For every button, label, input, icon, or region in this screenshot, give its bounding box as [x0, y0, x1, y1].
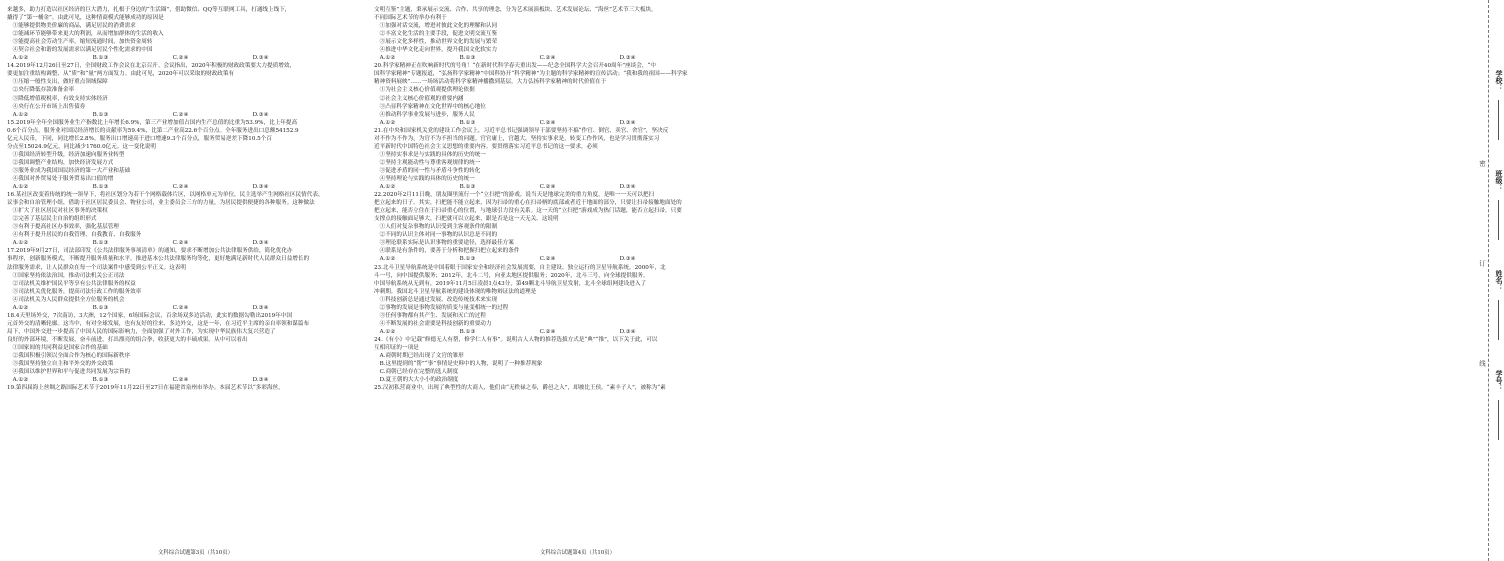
text-line — [7, 46, 363, 54]
text-line — [7, 95, 363, 103]
answer-option: A.①② — [12, 304, 29, 311]
page-footer-left: 文科综合试题第3页（共10页） — [158, 550, 233, 556]
exam-no-label: 学号： — [1495, 370, 1503, 391]
text-line — [374, 247, 726, 255]
text-line — [374, 344, 726, 352]
line-text: 22.2020年2月11日晚，朋友圈里流行一个“立扫把”的游戏。说当天是地球完美的重力角度，是唯一一天可以把扫 — [374, 192, 655, 199]
text-line — [7, 288, 363, 296]
line-text: ③有利于提高社区办事效率，强化基层管理 — [12, 224, 119, 231]
line-text: ④我国以维护世界和平与促进共同发展为宗旨的 — [12, 369, 131, 376]
text-line — [7, 207, 363, 215]
line-text: 来越多，助力打造以社区经济的巨大潜力，扎根于身边的“生活圈”，借助微信、QQ等互联网工具，打通线上线下， — [7, 7, 291, 13]
line-text: 法律服务需求，让人民群众在每一个司法案件中感受到公平正义。这表明 — [7, 264, 187, 271]
text-line — [374, 30, 726, 38]
text-line — [374, 103, 726, 111]
text-line — [374, 143, 726, 151]
text-line — [7, 360, 363, 368]
answer-option: A.①② — [379, 328, 396, 335]
text-line — [7, 328, 363, 336]
text-line — [7, 272, 363, 280]
text-line — [7, 368, 363, 376]
text-line — [7, 215, 363, 223]
text-line — [374, 304, 726, 312]
text-line — [7, 223, 363, 231]
text-line — [7, 280, 363, 288]
text-line — [374, 22, 726, 30]
text-line — [7, 30, 363, 38]
line-text: 0.6个百分点。服务业对国民经济增长的贡献率为59.4%，比第二产业高22.6个百分点。全年服务进出口总额54152.9 — [7, 127, 299, 134]
text-line — [374, 207, 726, 215]
answer-option: C.②④ — [539, 119, 556, 126]
text-line — [374, 376, 726, 384]
line-text: B.这里提到的“帮”“事”事情是史料中的人物，说明了一种推荐现象 — [379, 361, 543, 368]
line-text: 元首外交的清晰轮廓。这当中，有对全球发展，也有友好的往来，多边外交，这是一年，在习近平主席的亲自率领和谋篇布 — [7, 320, 310, 327]
line-text: 15.2019年全年全国服务业生产指数比上年增长6.9%，第三产业增加值占国内生产总值的比重为53.9%，比上年提高 — [7, 119, 298, 126]
line-text: ④有利于提升居民的自我管理、自我教育、自我服务 — [12, 232, 142, 239]
line-text: 20.科学家精神正在吹响新时代的号角！“在新时代科学春天重出发——纪念全国科学大会召开40周年”座谈会，“中 — [374, 63, 656, 70]
answer-option: D.③④ — [619, 55, 636, 62]
line-text: 互相印证的一项是 — [374, 344, 419, 351]
answer-option: C.②④ — [172, 55, 189, 62]
answer-option: D.③④ — [619, 184, 636, 191]
line-text: ③降低增值税税率，有效支持实体经济 — [12, 95, 108, 102]
text-line — [7, 143, 363, 151]
right-column — [374, 6, 726, 392]
text-line — [7, 127, 363, 135]
answer-option: C.②④ — [172, 377, 189, 384]
line-text: 14.2019年12月26日至27日，全国财政工作会议在北京召开。会议指出，2020年积极的财政政策要大力提质增效， — [7, 63, 296, 70]
answer-option: B.①③ — [92, 304, 109, 311]
text-line — [374, 320, 726, 328]
line-text: 23.北斗卫星导航系统是中国着眼于国家安全和经济社会发展需要，自主建设、独立运行的卫星导航系统。2000年，北 — [374, 264, 666, 271]
text-line — [7, 70, 363, 78]
line-text: ④司法机关为人民群众提供全方位服务的机会 — [12, 296, 125, 303]
text-line — [7, 320, 363, 328]
text-line — [7, 336, 363, 344]
text-line — [7, 22, 363, 30]
text-line — [374, 111, 726, 119]
ding-mark: 订 — [1478, 260, 1486, 267]
text-line — [374, 272, 726, 280]
binding-margin — [736, 0, 1503, 561]
answer-option: A.①② — [12, 55, 29, 62]
line-text: ①能够提供物美价廉的商品，满足居民的消费需求 — [12, 23, 136, 30]
text-line — [7, 255, 363, 263]
line-text: 事程序，创新服务模式，不断提升服务质量和水平，推进基本公共法律服务均等化，更好地满足新时代人民群众日益增长的 — [7, 256, 310, 263]
answer-option: C.②④ — [539, 328, 556, 335]
name-label: 姓名： — [1495, 270, 1503, 291]
answer-options-line — [374, 119, 726, 127]
text-line — [374, 352, 726, 360]
question-stem-line — [7, 312, 363, 320]
line-text: 文明互鉴”主题，秉承展示交流、合作、共享的理念，分为艺术展演板块、艺术发展论坛、“海丝”艺术节三大板块。 — [374, 7, 657, 13]
name-underline — [1498, 300, 1499, 340]
answer-option: C.②④ — [172, 304, 189, 311]
line-text: C.商朝已经存在完整的选人制度 — [379, 369, 459, 376]
line-text: 斗一号，向中国提供服务；2012年，北斗二号，向亚太地区提供服务；2020年，北斗三号，向全球提供服务。 — [374, 272, 649, 279]
line-text: ④央行在公开市场上出售债券 — [12, 103, 86, 110]
text-line — [374, 280, 726, 288]
text-line — [7, 264, 363, 272]
answer-options-line — [374, 54, 726, 62]
school-label: 学校： — [1495, 70, 1503, 91]
line-text: ①我国经济转型升级，经济加速向服务业转型 — [12, 151, 125, 158]
text-line — [374, 151, 726, 159]
line-text: ②司法机关维护国民平等享有公共法律服务的权益 — [12, 280, 136, 287]
answer-option: D.③④ — [619, 256, 636, 263]
line-text: ③凸显科学家精神在文化世界中的核心地位 — [379, 103, 486, 110]
answer-option: A.①② — [12, 184, 29, 191]
line-text: ②我国调整产业结构，加快经济发展方式 — [12, 159, 114, 166]
line-text: ③能提高社会劳动生产率，缩短流通时间，加快资金周转 — [12, 39, 153, 46]
text-line — [374, 215, 726, 223]
answer-option: B.①③ — [92, 240, 109, 247]
text-line — [374, 46, 726, 54]
line-text: D.夏王朝的大大小小的政治制度 — [379, 377, 459, 384]
line-text: 把立起来，能否立住在于扫帚重心的位置，与地球引力没有关系。这一天的“立扫把”游戏成为热门话题，能否立起扫帚，只要 — [374, 208, 682, 215]
answer-option: B.①③ — [92, 55, 109, 62]
text-line — [7, 38, 363, 46]
text-line — [374, 231, 726, 239]
text-line — [7, 159, 363, 167]
binding-dashed-line — [1488, 0, 1489, 561]
answer-option: A.①② — [379, 55, 396, 62]
answer-option: D.③④ — [252, 111, 269, 118]
line-text: ①压缩一般性支出，做好重点领域保障 — [12, 79, 108, 86]
answer-option: B.①③ — [92, 377, 109, 384]
answer-option: D.③④ — [252, 240, 269, 247]
line-text: ②央行降低存款准备金率 — [12, 87, 75, 94]
line-text: 撬得了“第一桶金”。由此可见，这种情商模式能够成功的原因是 — [7, 15, 164, 22]
text-line — [7, 231, 363, 239]
answer-option: D.③④ — [252, 55, 269, 62]
text-line — [7, 167, 363, 175]
answer-option: D.③④ — [252, 184, 269, 191]
line-text: 近平新时代中国特色社会主义思想的重要内容。要贯彻落实习近平总书记的这一要求，必须 — [374, 143, 598, 150]
question-stem-line — [7, 119, 363, 127]
school-underline — [1498, 100, 1499, 140]
text-line — [374, 199, 726, 207]
line-text: ②社会主义核心价值观的重要内涵 — [379, 95, 464, 102]
line-text: ④联系是有条件的，要善于分析和把握扫把立起来的条件 — [379, 248, 520, 255]
text-line — [374, 38, 726, 46]
text-line — [7, 135, 363, 143]
answer-option: C.②④ — [172, 240, 189, 247]
text-line — [374, 360, 726, 368]
line-text: 16.某社区改变着传统的统一领导下，将社区划分为若干个网格载体片区，以网格单元为单位，民主选举产生网格社区民情代表， — [7, 192, 324, 199]
text-line — [7, 78, 363, 86]
line-text: ①国家间的共同利益是国家合作的基础 — [12, 344, 108, 351]
text-line — [7, 6, 363, 14]
line-text: ③司法机关优化服务，提高司法行政工作的服务效率 — [12, 288, 142, 295]
class-label: 班级： — [1495, 170, 1503, 191]
answer-options-line — [374, 255, 726, 263]
text-line — [374, 70, 726, 78]
answer-options-line — [7, 239, 363, 247]
answer-options-line — [374, 328, 726, 336]
text-line — [374, 86, 726, 94]
answer-option: B.①③ — [92, 111, 109, 118]
question-stem-line — [374, 62, 726, 70]
line-text: ④不断发展的社会需要是科技创新的重要动力 — [379, 320, 492, 327]
text-line — [7, 151, 363, 159]
line-text: 把立起来的日子。其实，扫把能不能立起来，因为扫帚的重心在扫帚柄的底部或者近于地面的部分，只要让扫帚接触地面处的 — [374, 200, 682, 207]
line-mark: 线 — [1478, 360, 1486, 367]
text-line — [374, 78, 726, 86]
line-text: 局下，中国外交进一步提高了中国人民的国际影响力，全面加强了对外工作，为实现中华民族伟大复兴营造了 — [7, 328, 276, 335]
answer-option: A.①② — [12, 240, 29, 247]
line-text: ①加强对话交流，增进对彼此文化的理解和认同 — [379, 23, 498, 30]
answer-options-line — [7, 183, 363, 191]
text-line — [374, 14, 726, 22]
text-line — [374, 239, 726, 247]
line-text: ③我国坚持独立自主和平外交的外交政策 — [12, 361, 114, 368]
answer-option: C.②④ — [172, 111, 189, 118]
left-column — [7, 6, 363, 392]
line-text: ①扩大了社区居民对社区事务的决策权 — [12, 208, 108, 215]
line-text: 精神资料展映”……一场场活动将科学家精神播撒到基层，大力弘扬科学家精神的时代价值在于 — [374, 79, 607, 86]
answer-option: D.③④ — [252, 377, 269, 384]
answer-options-line — [7, 304, 363, 312]
question-stem-line — [7, 191, 363, 199]
line-text: 19.第四届海上丝绸之路国际艺术节于2019年11月22日至27日在福建省泉州市举办。本届艺术节以“多彩海丝， — [7, 385, 284, 392]
line-text: 议事会和自治管理小组，借助于社区居民委员会、物业公司，业主委员会三方的力量，为居民提供便捷的各种服务。这种做法 — [7, 200, 315, 207]
answer-options-line — [7, 376, 363, 384]
answer-option: D.③④ — [619, 328, 636, 335]
line-text: ②事物的发展是事物发展的质变与量变相统一的过程 — [379, 304, 509, 311]
text-line — [374, 175, 726, 183]
line-text: ②不同的认识主体对同一事物的认识总是不同的 — [379, 232, 498, 239]
text-line — [7, 103, 363, 111]
line-text: 要更加注重结构调整，从“质”和“量”两方面发力。由此可见，2020年可以采取的财政政策有 — [7, 71, 235, 78]
answer-option: C.②④ — [539, 55, 556, 62]
line-text: 25.汉初私营商业中，出现了典型性的大商人，他们由“无秩禄之奉，爵邑之入”，却被比王侯。“素丰子人”，被称为“素 — [374, 385, 666, 392]
seal-mark: 密 — [1478, 160, 1486, 167]
question-stem-line — [7, 62, 363, 70]
line-text: ③理论联系实际是认识事物的重要途径，选择最佳方案 — [379, 240, 514, 247]
line-text: 国科学家精神”专题报道，“弘扬科学家精神”中国科协开“科学精神”为主题的科学家精神的宣传活动；“我和我的祖国——科学家 — [374, 71, 688, 78]
line-text: ④我国对外贸易处于服务贸易出口值的增 — [12, 175, 114, 182]
text-line — [7, 175, 363, 183]
line-text: ①为社会主义核心价值观提供理论依据 — [379, 87, 475, 94]
line-text: 21.在中央和国家机关党的建设工作会议上，习近平总书记强调领导干部要坚持不搞“作官、倒官、卖官、舍官”，坚决反 — [374, 127, 669, 134]
line-text: ④坚持理论与实践的具体的历史的统一 — [379, 175, 475, 182]
line-text: ①科技创新总是通过发展、改造传统技术来实现 — [379, 296, 498, 303]
answer-option: C.②④ — [539, 184, 556, 191]
line-text: ④契合社会和谐的发展需求以满足居民个性化需求的中国 — [12, 47, 153, 54]
line-text: ③展示文化多样性，推动世界文化的发展与繁荣 — [379, 39, 498, 46]
answer-option: A.①② — [379, 184, 396, 191]
question-stem-line — [374, 127, 726, 135]
text-line — [374, 288, 726, 296]
line-text: ③促进矛盾的同一性与矛盾斗争性的转化 — [379, 167, 481, 174]
text-line — [374, 312, 726, 320]
question-stem-line — [7, 384, 363, 392]
answer-option: D.③④ — [252, 304, 269, 311]
line-text: ③服务业成为我国国民经济的第一大产业和基础 — [12, 167, 131, 174]
text-line — [374, 296, 726, 304]
answer-option: A.①② — [12, 111, 29, 118]
question-stem-line — [374, 264, 726, 272]
answer-option: A.①② — [379, 256, 396, 263]
line-text: ①国家坚持依法治国，推动司法机关公正司法 — [12, 272, 125, 279]
class-underline — [1498, 200, 1499, 240]
question-stem-line — [374, 191, 726, 199]
line-text: A.商朝时期已经出现了文官的雏形 — [379, 353, 464, 360]
text-line — [7, 352, 363, 360]
line-text: 支撑点的接触面足够大，扫把就可以立起来，跟是否是这一天无关。这说明 — [374, 216, 559, 223]
line-text: ①坚持实事求是与实践的具体的历史的统一 — [379, 151, 486, 158]
question-stem-line — [374, 384, 726, 392]
answer-option: B.①③ — [459, 328, 476, 335]
exam-no-underline — [1498, 400, 1499, 440]
line-text: 17.2019年9月27日，司法部印发《公共法律服务事项清单》的通知，要求不断增加公共法律服务供给，简化优化办 — [7, 248, 293, 255]
page-footer-right: 文科综合试题第4页（共10页） — [540, 550, 615, 556]
text-line — [7, 296, 363, 304]
line-text: 亿元人民币，下同，同比增长2.8%。服务出口增速高于进口增速9.3个百分点，服务贸易逆差下降10.5个百 — [7, 135, 272, 142]
line-text: 对不作为不作为，为官不为不担当的问题。官官庸上，官越大，坚持实事求是，转变工作作风，也是学习贯彻落实习 — [374, 135, 660, 142]
question-stem-line — [374, 336, 726, 344]
line-text: 分点至15024.9亿元，同比减少1760.0亿元。这一变化说明 — [7, 143, 156, 150]
line-text: ④推进中华文化走向世界，提升我国文化软实力 — [379, 47, 498, 54]
text-line — [374, 368, 726, 376]
answer-option: B.①③ — [459, 55, 476, 62]
line-text: ②我国积极引领以全面合作为核心的国际新秩序 — [12, 353, 131, 360]
text-line — [374, 223, 726, 231]
answer-option: B.①③ — [459, 119, 476, 126]
text-line — [374, 135, 726, 143]
line-text: ②丰富文化生活的主要手段，促进文明交流互鉴 — [379, 31, 498, 38]
answer-option: C.②④ — [172, 184, 189, 191]
text-line — [374, 95, 726, 103]
answer-option: B.①③ — [92, 184, 109, 191]
answer-option: D.③④ — [619, 119, 636, 126]
text-line — [7, 86, 363, 94]
answer-option: C.②④ — [539, 256, 556, 263]
line-text: ②能减环节能够带来更大的利润，从而增加群体的生活的收入 — [12, 31, 164, 38]
line-text: ②坚持主观能动性与尊重客观规律的统一 — [379, 159, 481, 166]
line-text: ①人们对复杂事物的认识受到主客观条件的限制 — [379, 224, 498, 231]
line-text: 冲刺期。我国北斗卫星导航系统的建设体现的唯物辩证法的道理是 — [374, 288, 537, 295]
text-line — [374, 6, 726, 14]
answer-options-line — [7, 111, 363, 119]
question-stem-line — [7, 247, 363, 255]
line-text: ④推动科学事业发展与进步，服务人民 — [379, 111, 475, 118]
line-text: 18.4天里场外交，7次南访，3大洲，12个国家，6场国际会议，百余场双多边活动，此实的数据勾勒出2019年中国 — [7, 312, 293, 319]
text-line — [7, 344, 363, 352]
answer-options-line — [374, 183, 726, 191]
text-line — [7, 14, 363, 22]
answer-option: B.①③ — [459, 256, 476, 263]
line-text: 中国导航系统从无到有，2019年11月5日凌晨1点43分，第49颗北斗导航卫星发射，北斗全球组网建设进入了 — [374, 280, 647, 287]
line-text: ③任何事物都有其产生、发展和灭亡的过程 — [379, 312, 486, 319]
text-line — [374, 167, 726, 175]
answer-option: B.①③ — [459, 184, 476, 191]
text-line — [374, 159, 726, 167]
line-text: 24.《有小》中记载“修德无人有帮，修学仁人有事”。说明古人人物的推荐选拔方式是“典”“推”，以下关于此，可以 — [374, 336, 658, 343]
answer-options-line — [7, 54, 363, 62]
line-text: ②完善了基层民主自治的组织形式 — [12, 216, 97, 223]
line-text: 不同国际艺术节的举办有利于 — [374, 15, 447, 22]
line-text: 良好的外部环境，不断发展，奋斗前进，打出漂亮的组合拳，收获更大的丰硕成果。从中可以看出 — [7, 336, 248, 343]
text-line — [7, 199, 363, 207]
answer-option: A.①② — [12, 377, 29, 384]
answer-option: A.①② — [379, 119, 396, 126]
